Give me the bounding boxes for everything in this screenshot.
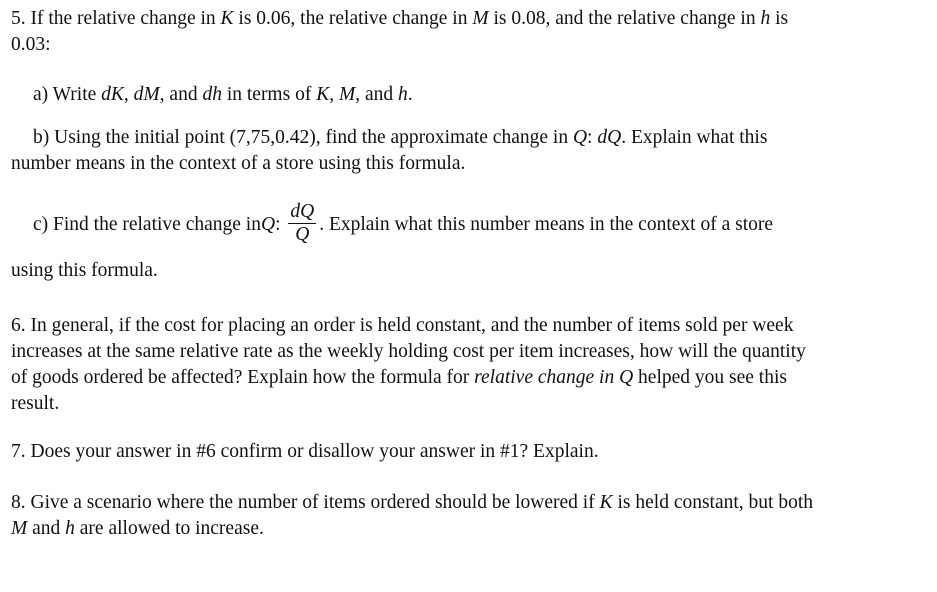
q5-var-K: K [220,8,234,29]
q5-text: 0.03: [11,34,51,55]
q5b-text: : [587,127,598,148]
q5a-text: , [123,84,134,105]
q5b-text: . Explain what this [621,127,768,148]
question-7 [11,439,931,465]
q5a-M: M [338,84,356,105]
q6-emphasis: relative change in Q [474,367,634,388]
fraction-denominator: Q [288,223,316,246]
fraction-numerator: dQ [290,200,315,222]
q5-text: is 0.06, the relative change in [233,8,473,29]
question-5a [11,82,931,108]
q8-var-M: M [11,518,28,539]
q5a-text: , [329,84,339,105]
q5a-text: . [407,84,413,105]
question-6 [11,313,931,417]
q5-text: is [770,8,789,29]
q8-var-K: K [599,492,613,513]
q5a-dh: dh [202,84,222,105]
q6-line: result. [11,393,60,414]
q5c-text-line2: using this formula. [11,260,158,281]
q8-text: are allowed to increase. [74,518,264,539]
q7-text: 7. Does your answer in #6 confirm or disallow your answer in #1? Explain. [11,441,599,462]
q5a-text: , and [159,84,203,105]
q5c-text: : [275,214,281,235]
q8-text: is held constant, but both [612,492,814,513]
question-5c-line2 [11,258,931,284]
q5-text: 5. If the relative change in [11,8,221,29]
question-5-intro [11,6,931,58]
q8-text: and [27,518,66,539]
q5a-dM: dM [133,84,160,105]
q5-var-M: M [472,8,489,29]
q5-text: is 0.08, and the relative change in [488,8,761,29]
q5a-h: h [397,84,408,105]
q5-var-h: h [760,8,771,29]
q6-line: 6. In general, if the cost for placing an order is held constant, and the number of items sold per week [11,315,794,336]
q5b-initial-point: (7,75,0.42) [229,127,316,148]
q5c-fraction [288,201,316,246]
q6-line: of goods ordered be affected? Explain how the formula for [11,367,475,388]
q5b-Q: Q [572,127,588,148]
q5a-label: a) Write [33,84,102,105]
q5b-text: , find the approximate change in [315,127,573,148]
question-5c [11,199,931,251]
question-8 [11,490,931,542]
q5c-label: c) Find the relative change in [33,214,261,235]
q5a-text: in terms of [221,84,317,105]
q5b-dQ: dQ [597,127,622,148]
q5a-text: , and [355,84,398,105]
q5b-label: b) Using the initial point [33,127,230,148]
q5c-text: . Explain what this number means in the context of a store [319,214,774,235]
q8-text: 8. Give a scenario where the number of items ordered should be lowered if [11,492,600,513]
q5a-K: K [316,84,330,105]
q5a-dK: dK [101,84,124,105]
q6-line: helped you see this [633,367,787,388]
q8-var-h: h [65,518,75,539]
q5b-text-line2: number means in the context of a store using this formula. [11,153,466,174]
q5c-Q: Q [260,214,276,235]
question-5b [11,125,931,177]
q6-line: increases at the same relative rate as the weekly holding cost per item increases, how will the quantity [11,341,806,362]
